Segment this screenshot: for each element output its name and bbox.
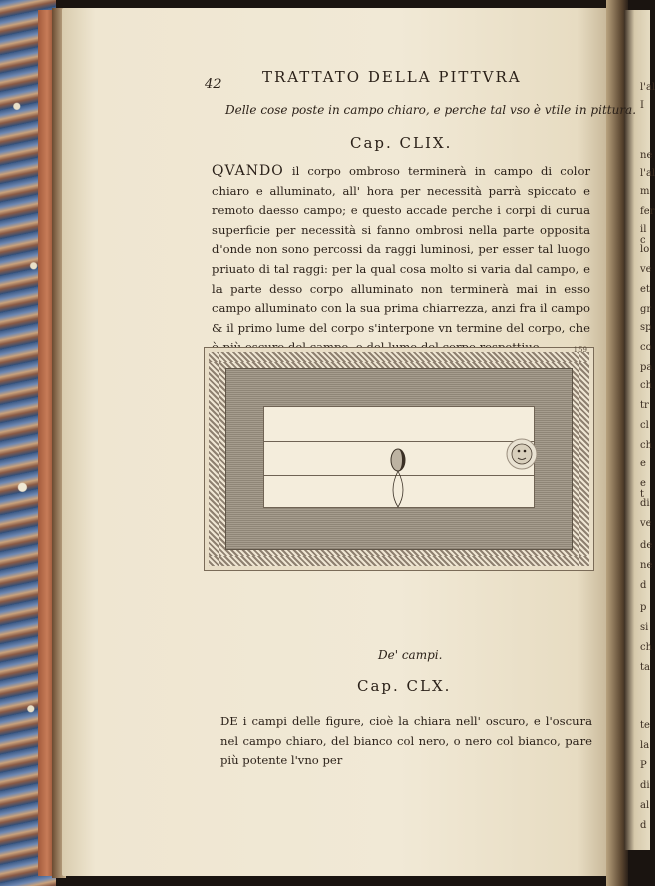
facing-page-fragment: ch xyxy=(640,380,653,391)
facing-page-fragment: si xyxy=(640,622,649,633)
paragraph-text: il corpo ombroso terminerà in campo di color chiaro e alluminato, all' hora per necessità parrà spiccato e remoto daesso campo; e questo accade perche i corpi di curua superficie per necessità si fanno ombrosi nella parte opposita d'onde non sono percossi da raggi luminosi, per esser tal luogo priuato di tal raggi: per la qual cosa molto si varia dal campo, e la parte desso corpo alluminato non terminerà mai in esso campo alluminato con la sua prima chiarrezza, anzi fra il campo & il primo lume del corpo s'interpone vn termine del corpo, che xyxy=(212,164,590,335)
suspension-string xyxy=(393,471,403,507)
facing-page-fragment: cl xyxy=(640,420,649,431)
facing-page-fragment: tr xyxy=(640,400,649,411)
chapter-heading: Cap. CLIX. xyxy=(350,134,453,152)
body-paragraph xyxy=(220,712,592,771)
facing-page-fragment: di xyxy=(640,780,650,791)
drop-cap-word: QVANDO xyxy=(212,163,284,179)
running-header: TRATTATO DELLA PITTVRA xyxy=(262,68,522,86)
facing-page-fragment: di xyxy=(640,498,650,509)
facing-page-fragment: m xyxy=(640,186,650,197)
facing-page-fragment: gr xyxy=(640,304,652,315)
page-number: 42 xyxy=(205,77,222,92)
facing-page-fragment: te xyxy=(640,720,650,731)
facing-page-fragment: ta xyxy=(640,662,650,673)
facing-page-fragment: p xyxy=(640,602,647,613)
facing-page-fragment: l'al xyxy=(640,82,655,93)
chapter-heading: Cap. CLX. xyxy=(357,677,452,695)
facing-page-fragment: e xyxy=(640,458,646,469)
engraved-figure xyxy=(204,347,594,571)
figure-drawing xyxy=(264,407,534,507)
facing-page-fragment: P xyxy=(640,760,647,771)
facing-page-fragment: ne xyxy=(640,560,653,571)
facing-page-fragment: de xyxy=(640,540,653,551)
facing-page-fragment: et xyxy=(640,284,650,295)
figure-number: 159 xyxy=(573,346,587,354)
facing-page-fragment: ch xyxy=(640,642,653,653)
facing-page-fragment: d xyxy=(640,820,647,831)
section-title: Delle cose poste in campo chiaro, e perche tal vso è vtile in pittura. xyxy=(225,103,637,117)
facing-page-fragment: pa xyxy=(640,362,653,373)
facing-page-fragment: I xyxy=(640,100,644,111)
facing-page-fragment: al xyxy=(640,800,650,811)
body-paragraph xyxy=(212,162,590,358)
facing-page-fragment: la xyxy=(640,740,650,751)
facing-page-fragment: e t xyxy=(640,478,646,500)
facing-page-fragment: ch xyxy=(640,440,653,451)
sun-face-inner xyxy=(512,444,532,464)
section-title: De' campi. xyxy=(378,648,443,662)
paragraph-text: i campi delle figure, cioè la chiara nell' oscuro, e l'oscura nel campo chiaro, del bianco col nero, o nero col bianco, pare più potente l'vno per xyxy=(220,714,592,768)
facing-page-fragment: fer xyxy=(640,206,655,217)
facing-page-fragment: ve xyxy=(640,264,652,275)
facing-page-fragment: ve xyxy=(640,518,652,529)
facing-page-fragment: lo xyxy=(640,244,650,255)
facing-page-fragment: l'al xyxy=(640,168,655,179)
facing-page-fragment: d xyxy=(640,580,647,591)
drop-cap-word: DE xyxy=(220,714,238,728)
facing-page-fragment: ne xyxy=(640,150,653,161)
facing-page-fragment: sp xyxy=(640,322,652,333)
facing-page-fragment: co xyxy=(640,342,652,353)
facing-page-fragment: il c xyxy=(640,224,647,246)
light-panel xyxy=(263,406,535,508)
